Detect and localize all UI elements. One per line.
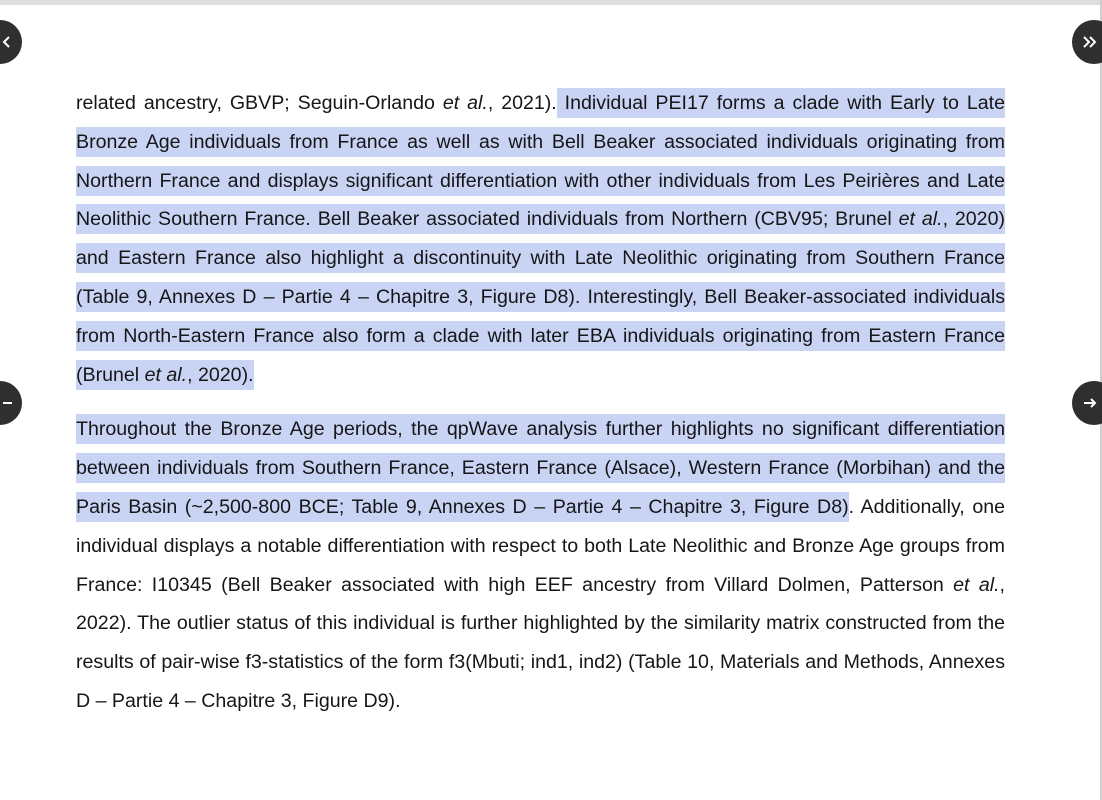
left-side-button[interactable] [0,381,22,425]
right-side-button[interactable] [1072,381,1102,425]
text-run: , 2020). [187,363,254,386]
text-run: , 2022). The outlier status of this individual is further highlighted by the similarity matrix constructed from the results of pair-wise f3-statistics of the form f3(Mbuti; ind1, ind2) (Table 10, Materials and Methods, Annexes D – Partie 4 – Chapitre 3, Figure D9). [76,573,1005,712]
double-chevron-right-icon [1082,35,1098,49]
next-page-button[interactable] [1072,20,1102,64]
italic-run: et al. [144,363,188,386]
dash-icon [2,396,14,410]
text-run: related ancestry, GBVP; Seguin-Orlando [76,92,443,114]
highlighted-text [76,88,1005,390]
text-run: , 2021). [487,92,557,114]
paragraph-1 [76,84,1005,394]
text-run: Individual PEI17 forms a clade with Early to Late Bronze Age individuals from France as well as with Bell Beaker associated individuals originating from Northern France and displays significant differentiation with other individuals from Les Peirières and Late Neolithic Southern France. Bell Beaker associated individuals from Northern (CBV95; Brunel [76,92,1006,231]
chevron-left-icon [2,35,12,49]
highlighted-text: Throughout the Bronze Age periods, the qpWave analysis further highlights no significant differentiation between individuals from Southern France, Eastern France (Alsace), Western France (Morbihan) and the Paris Basin (~2,500-800 BCE; Table 9, Annexes D – Partie 4 – Chapitre 3, Figure D8) [76,414,1005,522]
document-page [76,84,1005,721]
text-run: , 2020) and Eastern France also highlight a discontinuity with Late Neolithic originating from Southern France (Table 9, Annexes D – Partie 4 – Chapitre 3, Figure D8). Interestingly, Bell Beaker-associated individuals from North-Eastern France also form a clade with later EBA individuals originating from Eastern France (Brunel [76,208,1005,386]
top-bar [0,0,1102,5]
italic-run: et al. [442,92,488,114]
paragraph-2 [76,410,1005,720]
italic-run: et al. [898,208,943,231]
previous-page-button[interactable] [0,20,22,64]
italic-run: et al. [953,573,1000,596]
text-run: . Additionally, one individual displays a notable differentiation with respect to both Late Neolithic and Bronze Age groups from France: I10345 (Bell Beaker associated with high EEF ancestry from Villard Dolmen, Patterson [76,495,1006,596]
arrow-right-icon [1082,396,1098,410]
